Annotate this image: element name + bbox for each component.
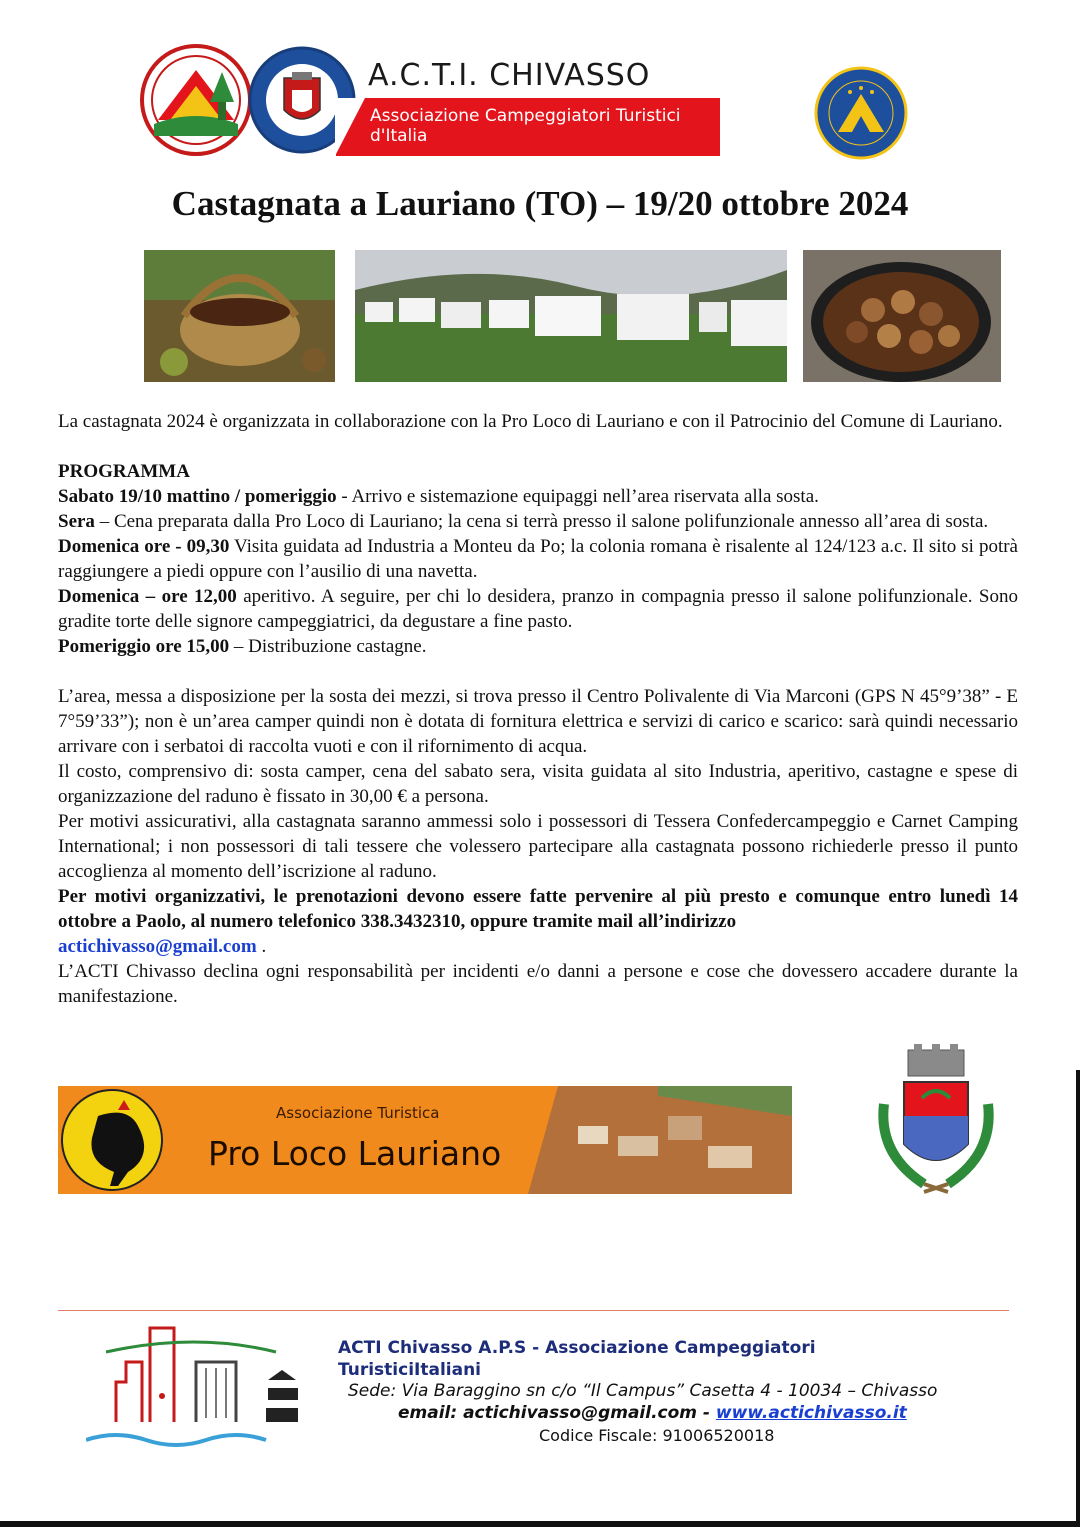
page-edge-bottom bbox=[0, 1521, 1080, 1527]
footer-address: Sede: Via Baraggino sn c/o “Il Campus” Casetta 4 - 10034 – Chivasso bbox=[348, 1381, 938, 1401]
footer-org-name: ACTI Chivasso A.P.S - Associazione Campeggiatori TuristiciItaliani bbox=[338, 1338, 816, 1380]
programma-item: Domenica ore - 09,30 Visita guidata ad Industria a Monteu da Po; la colonia romana è risalente al 124/123 a.c. Il sito si potrà raggiungere a piedi oppure con l’ausilio di una navetta. bbox=[58, 536, 1018, 582]
assicurativi-paragraph: Per motivi assicurativi, alla castagnata saranno ammessi solo i possessori di Tessera Confedercampeggio e Carnet Camping International; i non possessori di tali tessere che volessero partecipare alla castagnata possono richiederle presso il punto accoglienza al momento dell’iscrizione al raduno. bbox=[58, 811, 1018, 882]
document-body bbox=[58, 409, 1018, 1009]
page-edge-right bbox=[1076, 1070, 1080, 1527]
acti-footer-logo bbox=[86, 1322, 302, 1452]
area-paragraph: L’area, messa a disposizione per la sosta dei mezzi, si trova presso il Centro Polivalente di Via Marconi (GPS N 45°9’38” - E 7°59’33”); non è un’area camper quindi non è dotata di fornitura elettrica e servizi di carico e scarico: sarà quindi necessario arrivare con i serbatoi di raccolta vuoti e con il rifornimento di acqua. bbox=[58, 686, 1018, 757]
intro-paragraph: La castagnata 2024 è organizzata in collaborazione con la Pro Loco di Lauriano e con il Patrocinio del Comune di Lauriano. bbox=[58, 411, 1003, 432]
proloco-banner bbox=[58, 1086, 792, 1194]
programma-heading: PROGRAMMA bbox=[58, 461, 190, 482]
footer-contact bbox=[398, 1403, 907, 1423]
programma-item: Sera – Cena preparata dalla Pro Loco di Lauriano; la cena si terrà presso il salone polifunzionale annesso all’area di sosta. bbox=[58, 511, 989, 532]
contact-email-link[interactable]: actichivasso@gmail.com bbox=[58, 936, 257, 957]
proloco-assoc-label: Associazione Turistica bbox=[276, 1104, 440, 1122]
header-subtitle-banner bbox=[336, 98, 720, 156]
footer-email: email: actichivasso@gmail.com - bbox=[398, 1403, 716, 1423]
campers-field-photo bbox=[355, 250, 787, 382]
programma-item: Domenica – ore 12,00 aperitivo. A seguire, per chi lo desidera, pranzo in compagnia presso il salone polifunzionale. Sono gradite torte delle signore campeggiatrici, da degustare a fine pasto. bbox=[58, 586, 1018, 632]
footer-website-link[interactable]: www.actichivasso.it bbox=[715, 1403, 907, 1423]
confederazione-logo bbox=[814, 66, 908, 160]
footer-fiscal-code: Codice Fiscale: 91006520018 bbox=[539, 1426, 775, 1445]
costo-paragraph: Il costo, comprensivo di: sosta camper, cena del sabato sera, visita guidata al sito Industria, aperitivo, castagne e spese di organizzazione del raduno è fissato in 30,00 € a persona. bbox=[58, 761, 1018, 807]
prenotazioni-paragraph: Per motivi organizzativi, le prenotazioni devono essere fatte pervenire al più presto e comunque entro lunedì 14 ottobre a Paolo, al numero telefonico 338.3432310, oppure tramite mail all’indirizzo actichivasso@gmail.com . bbox=[58, 886, 1018, 957]
roasted-chestnuts-photo bbox=[803, 250, 1001, 382]
proloco-name: Pro Loco Lauriano bbox=[208, 1134, 502, 1173]
header-org-subtitle: Associazione Campeggiatori Turistici d'Italia bbox=[370, 106, 681, 146]
programma-item: Sabato 19/10 mattino / pomeriggio - Arrivo e sistemazione equipaggi nell’area riservata alla sosta. bbox=[58, 486, 819, 507]
footer-divider bbox=[58, 1310, 1009, 1311]
acti-left-logo bbox=[140, 42, 252, 158]
lauriano-comune-crest bbox=[874, 1044, 998, 1204]
programma-item: Pomeriggio ore 15,00 – Distribuzione castagne. bbox=[58, 636, 427, 657]
chestnut-basket-photo bbox=[144, 250, 335, 382]
header-org-name: A.C.T.I. CHIVASSO bbox=[368, 58, 651, 93]
declina-paragraph: L’ACTI Chivasso declina ogni responsabilità per incidenti e/o danni a persone e cose che dovessero accadere durante la manifestazione. bbox=[58, 961, 1018, 1007]
page-title: Castagnata a Lauriano (TO) – 19/20 ottobre 2024 bbox=[171, 184, 909, 223]
